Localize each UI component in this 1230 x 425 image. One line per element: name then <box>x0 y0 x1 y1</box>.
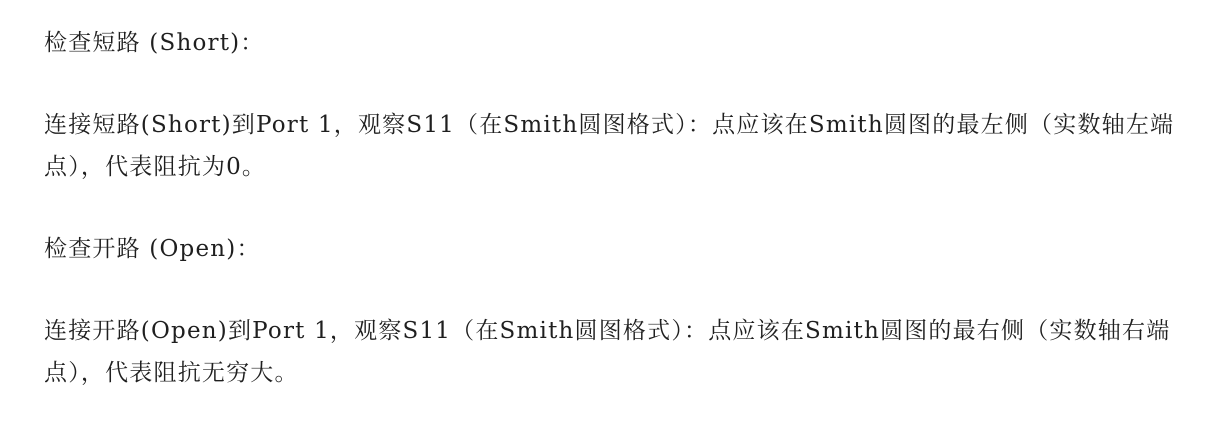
section-body-short: 连接短路(Short)到Port 1，观察S11（在Smith圆图格式）：点应该在Smith圆图的最左侧（实数轴左端点），代表阻抗为0。 <box>44 112 1175 180</box>
section-heading-open: 检查开路 (Open)： <box>44 236 261 262</box>
section-heading-short: 检查短路 (Short)： <box>44 30 265 56</box>
section-body-open: 连接开路(Open)到Port 1，观察S11（在Smith圆图格式）：点应该在Smith圆图的最右侧（实数轴右端点），代表阻抗无穷大。 <box>44 318 1171 386</box>
document <box>44 22 1190 394</box>
